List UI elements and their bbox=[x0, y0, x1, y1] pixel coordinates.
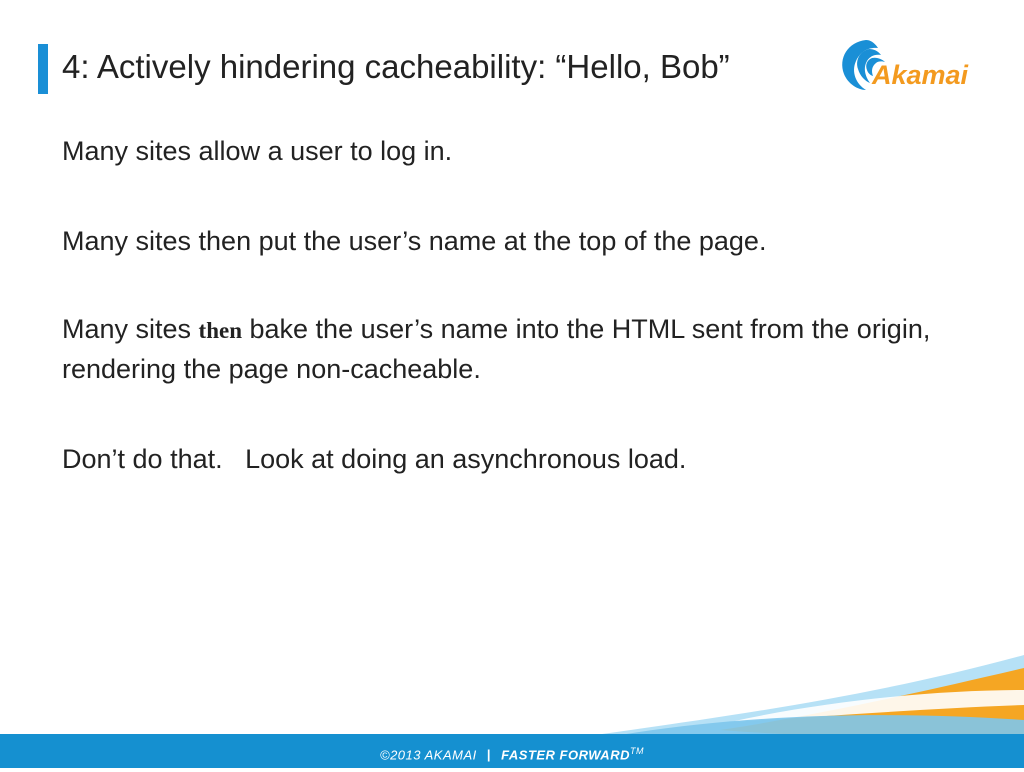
paragraph-bake-username bbox=[62, 310, 962, 389]
footer-trademark: TM bbox=[629, 746, 644, 756]
footer-separator: | bbox=[486, 747, 492, 763]
akamai-logo bbox=[836, 34, 986, 94]
footer-copyright: ©2013 AKAMAI bbox=[380, 747, 477, 763]
footer-tagline: FASTER FORWARD bbox=[501, 747, 630, 763]
paragraph-username-top: Many sites then put the user’s name at the top of the page. bbox=[62, 226, 767, 256]
paragraph-advice: Don’t do that. Look at doing an asynchronous load. bbox=[62, 444, 687, 474]
logo-wordmark: Akamai bbox=[872, 60, 969, 90]
paragraph-login: Many sites allow a user to log in. bbox=[62, 136, 453, 166]
emphasis-then: then bbox=[198, 318, 242, 343]
paragraph-bake-start: Many sites bbox=[62, 314, 199, 344]
title-accent-bar bbox=[38, 44, 48, 94]
paragraph-bake-end: bake the user’s name into the HTML sent from the origin, rendering the page non-cacheable. bbox=[62, 314, 931, 384]
footer-text bbox=[0, 734, 1024, 768]
slide-title: 4: Actively hindering cacheability: “Hello, Bob” bbox=[62, 48, 730, 85]
